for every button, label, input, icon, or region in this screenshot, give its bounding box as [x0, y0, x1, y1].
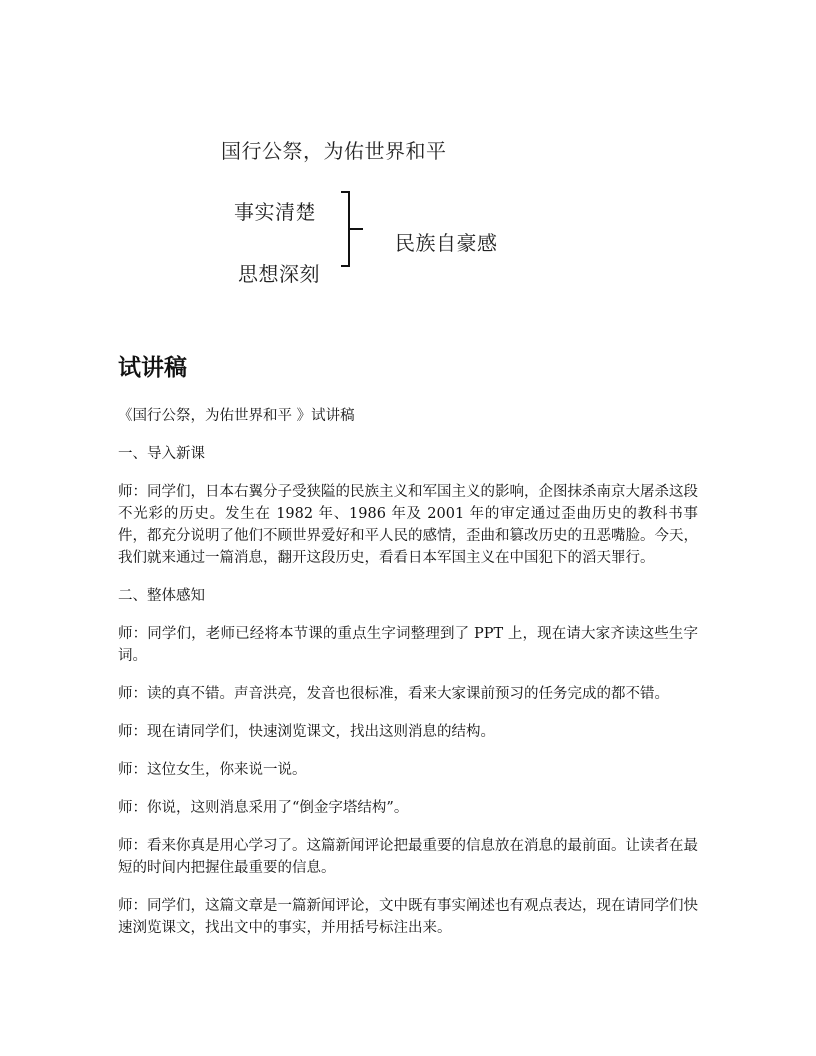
section-overview-heading: 二、整体感知 [118, 588, 205, 604]
diagram-item-facts: 事实清楚 [234, 200, 316, 224]
document-title: 《国行公祭，为佑世界和平 》试讲稿 [118, 408, 355, 424]
brace-connector [335, 190, 365, 268]
section-intro-heading: 一、导入新课 [118, 446, 205, 462]
diagram-title: 国行公祭，为佑世界和平 [221, 139, 447, 163]
lecture-content [118, 405, 698, 955]
paragraph: 师：现在请同学们，快速浏览课文，找出这则消息的结构。 [118, 724, 495, 740]
paragraph: 师：你说，这则消息采用了“倒金字塔结构”。 [118, 800, 409, 816]
paragraph: 师：这位女生，你来说一说。 [118, 762, 307, 778]
paragraph: 师：同学们，这篇文章是一篇新闻评论，文中既有事实阐述也有观点表达，现在请同学们快速浏览课文，找出文中的事实，并用括号标注出来。 [118, 898, 698, 936]
paragraph: 师：看来你真是用心学习了。这篇新闻评论把最重要的信息放在消息的最前面。让读者在最短的时间内把握住最重要的信息。 [118, 838, 698, 876]
section-heading: 试讲稿 [118, 355, 187, 381]
diagram-item-pride: 民族自豪感 [395, 231, 498, 255]
diagram-item-thoughts: 思想深刻 [238, 262, 320, 286]
paragraph: 师：同学们，日本右翼分子受狭隘的民族主义和军国主义的影响，企图抹杀南京大屠杀这段不光彩的历史。发生在 1982 年、1986 年及 2001 年的审定通过歪曲历史的教科书事件，都充分说明了他们不顾世界爱好和平人民的感情，歪曲和篡改历史的丑恶嘴脸。今天，我们就来通过一篇消息，翻开这段历史，看看日本军国主义在中国犯下的滔天罪行。 [118, 484, 698, 566]
paragraph: 师：同学们，老师已经将本节课的重点生字词整理到了 PPT 上，现在请大家齐读这些生字词。 [118, 626, 698, 664]
paragraph: 师：读的真不错。声音洪亮，发音也很标准，看来大家课前预习的任务完成的都不错。 [118, 686, 669, 702]
